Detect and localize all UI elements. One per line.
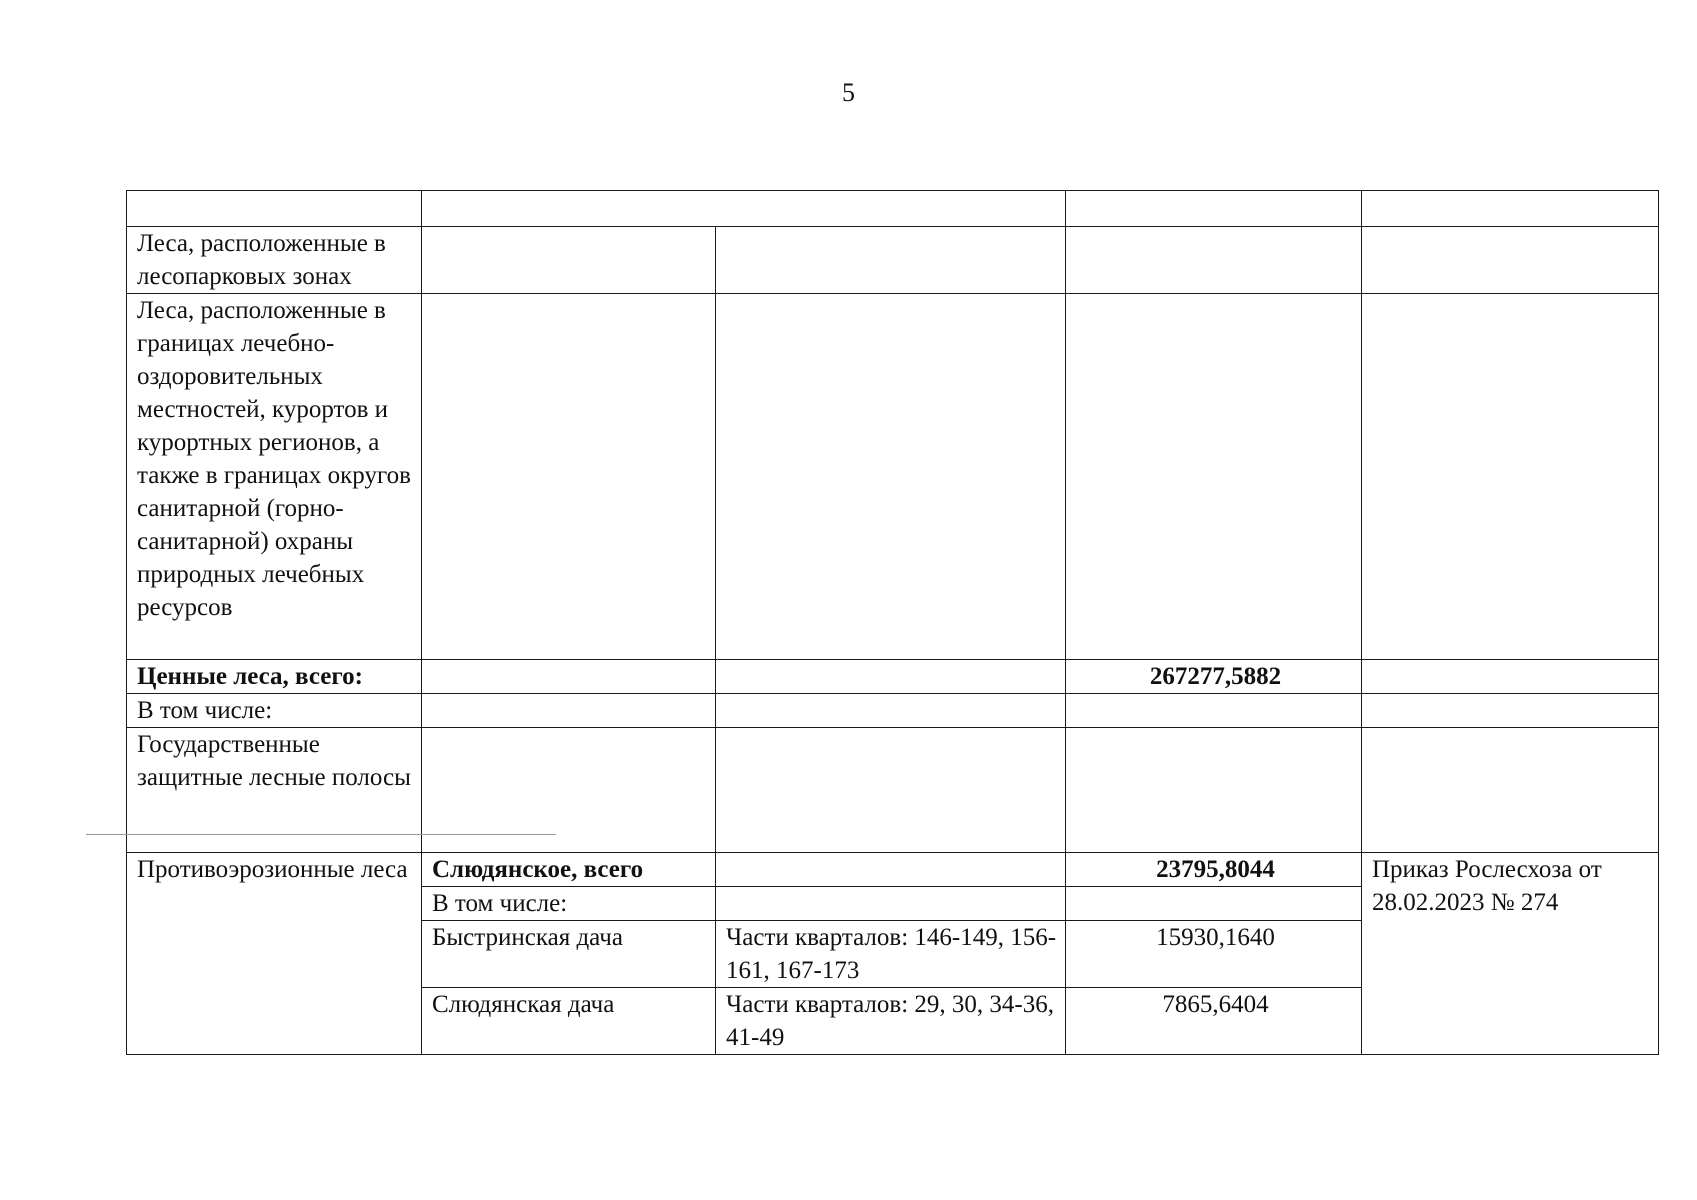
table-cell [1066,191,1362,227]
table-cell [1066,694,1362,728]
table-cell [1066,294,1362,660]
table-cell [1362,294,1659,660]
dacha-name: Слюдянская дача [422,988,716,1055]
table-cell [422,694,716,728]
area-value: 267277,5882 [1066,660,1362,694]
kvartaly-list: Части кварталов: 29, 30, 34-36, 41-49 [716,988,1066,1055]
table-row [127,227,1659,294]
subcategory-label: В том числе: [422,887,716,921]
table-cell [422,227,716,294]
kvartaly-list: Части кварталов: 146-149, 156-161, 167-173 [716,921,1066,988]
table-cell [1066,227,1362,294]
dacha-name: Быстринская дача [422,921,716,988]
table-row-total [127,660,1659,694]
table-cell [1362,191,1659,227]
area-value: 15930,1640 [1066,921,1362,988]
category-label: Государственные защитные лесные полосы [127,728,422,853]
table-cell [716,887,1066,921]
table-cell [716,227,1066,294]
table-cell [127,191,422,227]
table-cell [1362,660,1659,694]
table-cell [716,660,1066,694]
forest-categories-table [126,190,1659,1055]
table-row-total [127,853,1659,887]
table-cell [1362,694,1659,728]
table-cell [422,191,1066,227]
category-label: Противоэрозионные леса [127,853,422,1055]
table-cell [716,853,1066,887]
table-cell [422,294,716,660]
table-cell [716,294,1066,660]
category-label: Леса, расположенные в границах лечебно-оздоровительных местностей, курортов и курортных регионов, а также в границах округов санитарной (горно-санитарной) охраны природных лечебных ресурсов [127,294,422,660]
table-cell [1066,887,1362,921]
lesnichestvo-label: Слюдянское, всего [422,853,716,887]
table-cell [1362,227,1659,294]
page-number: 5 [842,78,855,107]
category-label: В том числе: [127,694,422,728]
document-reference: Приказ Рослесхоза от 28.02.2023 № 274 [1362,853,1659,1055]
category-label: Ценные леса, всего: [127,660,422,694]
area-value: 7865,6404 [1066,988,1362,1055]
table-cell [422,660,716,694]
table-cell [1362,728,1659,853]
table-cell [716,694,1066,728]
category-label: Леса, расположенные в лесопарковых зонах [127,227,422,294]
scan-artifact-line [86,834,556,835]
table-row [127,694,1659,728]
table-row-header-continuation [127,191,1659,227]
area-value: 23795,8044 [1066,853,1362,887]
table-cell [1066,728,1362,853]
table-cell [716,728,1066,853]
table-row [127,294,1659,660]
